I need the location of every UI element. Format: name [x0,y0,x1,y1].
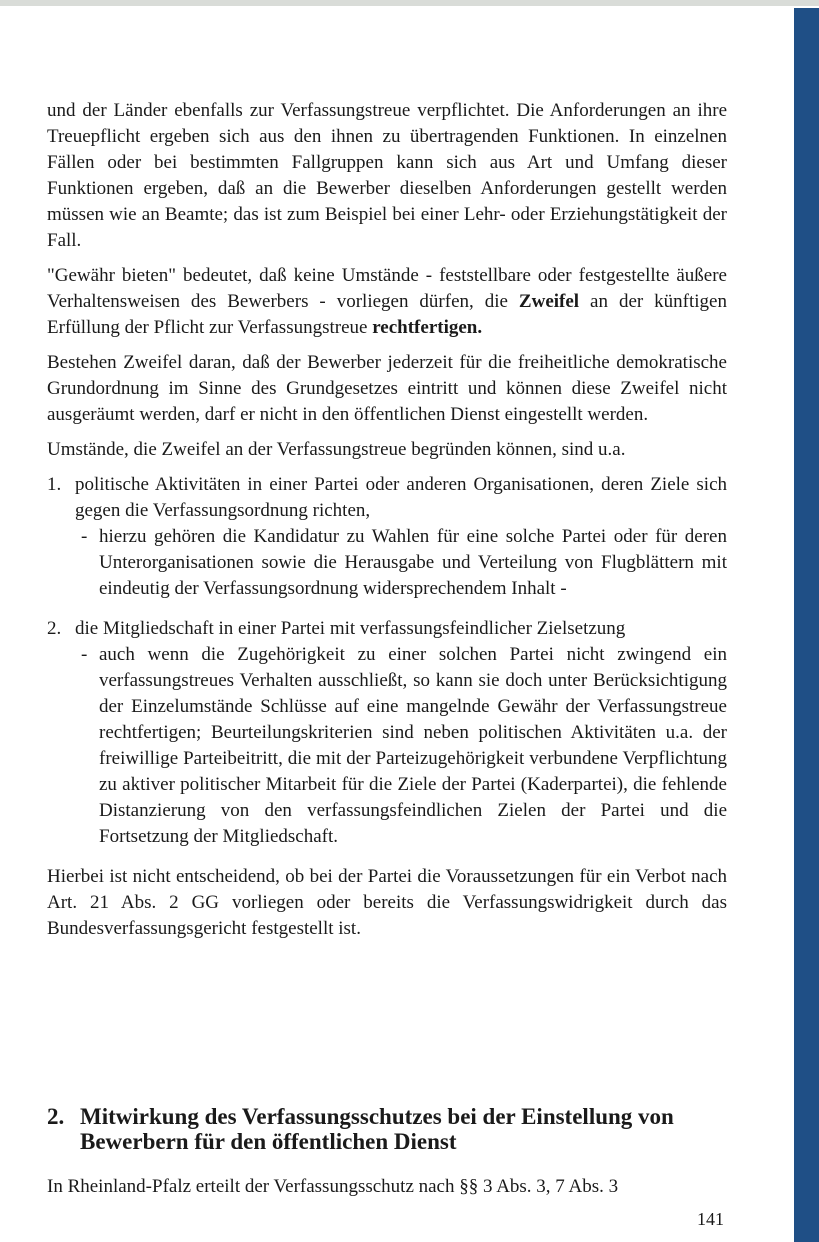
paragraph-2 [47,263,727,341]
list-item-2-subpoint-text: auch wenn die Zugehörigkeit zu einer solchen Partei nicht zwingend ein verfassungstreues Verhalten ausschließt, so kann sie doch unter Berücksichtigung der Einzelumstände Schlüsse auf eine mangelnde Gewähr der Verfassungstreue rechtfertigen; Beurteilungskriterien sind neben politischen Aktivitäten u.a. der freiwillige Parteibeitritt, die mit der Parteizugehörigkeit verbundene Verpflichtung zu aktiver politischer Mitarbeit für die Ziele der Partei (Kaderpartei), die fehlende Distanzierung von den verfassungsfeindlichen Zielen der Partei und die Fortsetzung der Mitgliedschaft. [99,644,727,847]
dash-marker: - [81,644,88,665]
page-body [47,98,727,951]
paragraph-5: Hierbei ist nicht entscheidend, ob bei der Partei die Voraussetzungen für ein Verbot nach Art. 21 Abs. 2 GG vorliegen oder bereits die Verfassungswidrigkeit durch das Bundesverfassungsgericht festgestellt ist. [47,866,727,939]
list-number-1: 1. [47,474,62,495]
list-item-1-subpoint [75,524,727,602]
paragraph-2-text-a: "Gewähr bieten" bedeutet, daß keine Umstände - feststellbare oder festgestellte äußere Verhaltensweisen des Bewerbers - vorliegen dürfen, die [47,265,727,312]
paragraph-2-text-b: an der künftigen Erfüllung der Pflicht zur Verfassungstreue [47,291,727,338]
list-item-2-subpoint [75,642,727,850]
paragraph-3: Bestehen Zweifel daran, daß der Bewerber jederzeit für die freiheitliche demokratische Grundordnung im Sinne des Grundgesetzes eintritt und können diese Zweifel nicht ausgeräumt werden, darf er nicht in den öffentlichen Dienst eingestellt werden. [47,352,727,425]
list-item-1-text: politische Aktivitäten in einer Partei oder anderen Organisationen, deren Ziele sich gegen die Verfassungsordnung richten, [75,474,727,521]
section-heading [47,1104,770,1154]
list-item-2-text: die Mitgliedschaft in einer Partei mit verfassungsfeindlicher Zielsetzung [75,618,626,639]
paragraph-4: Umstände, die Zweifel an der Verfassungstreue begründen können, sind u.a. [47,439,626,460]
paragraph-2-bold-zweifel: Zweifel [518,291,580,312]
page-number: 141 [697,1209,724,1229]
paragraph-6: In Rheinland-Pfalz erteilt der Verfassungsschutz nach §§ 3 Abs. 3, 7 Abs. 3 [47,1176,619,1197]
list-number-2: 2. [47,618,62,639]
section-heading-text: Mitwirkung des Verfassungsschutzes bei der Einstellung von Bewerbern für den öffentlichen Dienst [80,1104,674,1154]
top-rule [0,0,819,6]
section-heading-number: 2. [47,1104,65,1129]
list-item-1-subpoint-text: hierzu gehören die Kandidatur zu Wahlen für eine solche Partei oder für deren Unterorganisationen sowie die Herausgabe und Verteilung von Flugblättern mit eindeutig der Verfassungsordnung widersprechendem Inhalt - [99,526,727,599]
paragraph-1: und der Länder ebenfalls zur Verfassungstreue verpflichtet. Die Anforderungen an ihre Treuepflicht ergeben sich aus den ihnen zu übertragenden Funktionen. In einzelnen Fällen oder bei bestimmten Fallgruppen kann sich aus Art und Umfang dieser Funktionen ergeben, daß an die Bewerber dieselben Anforderungen gestellt werden müssen wie an Beamte; das ist zum Beispiel bei einer Lehr- oder Erziehungstätigkeit der Fall. [47,100,727,251]
dash-marker: - [81,526,88,547]
paragraph-2-bold-rechtfertigen: rechtfertigen. [372,317,483,338]
side-color-bar [794,8,819,1242]
list-item-1 [47,472,727,602]
list-item-2 [47,616,727,850]
